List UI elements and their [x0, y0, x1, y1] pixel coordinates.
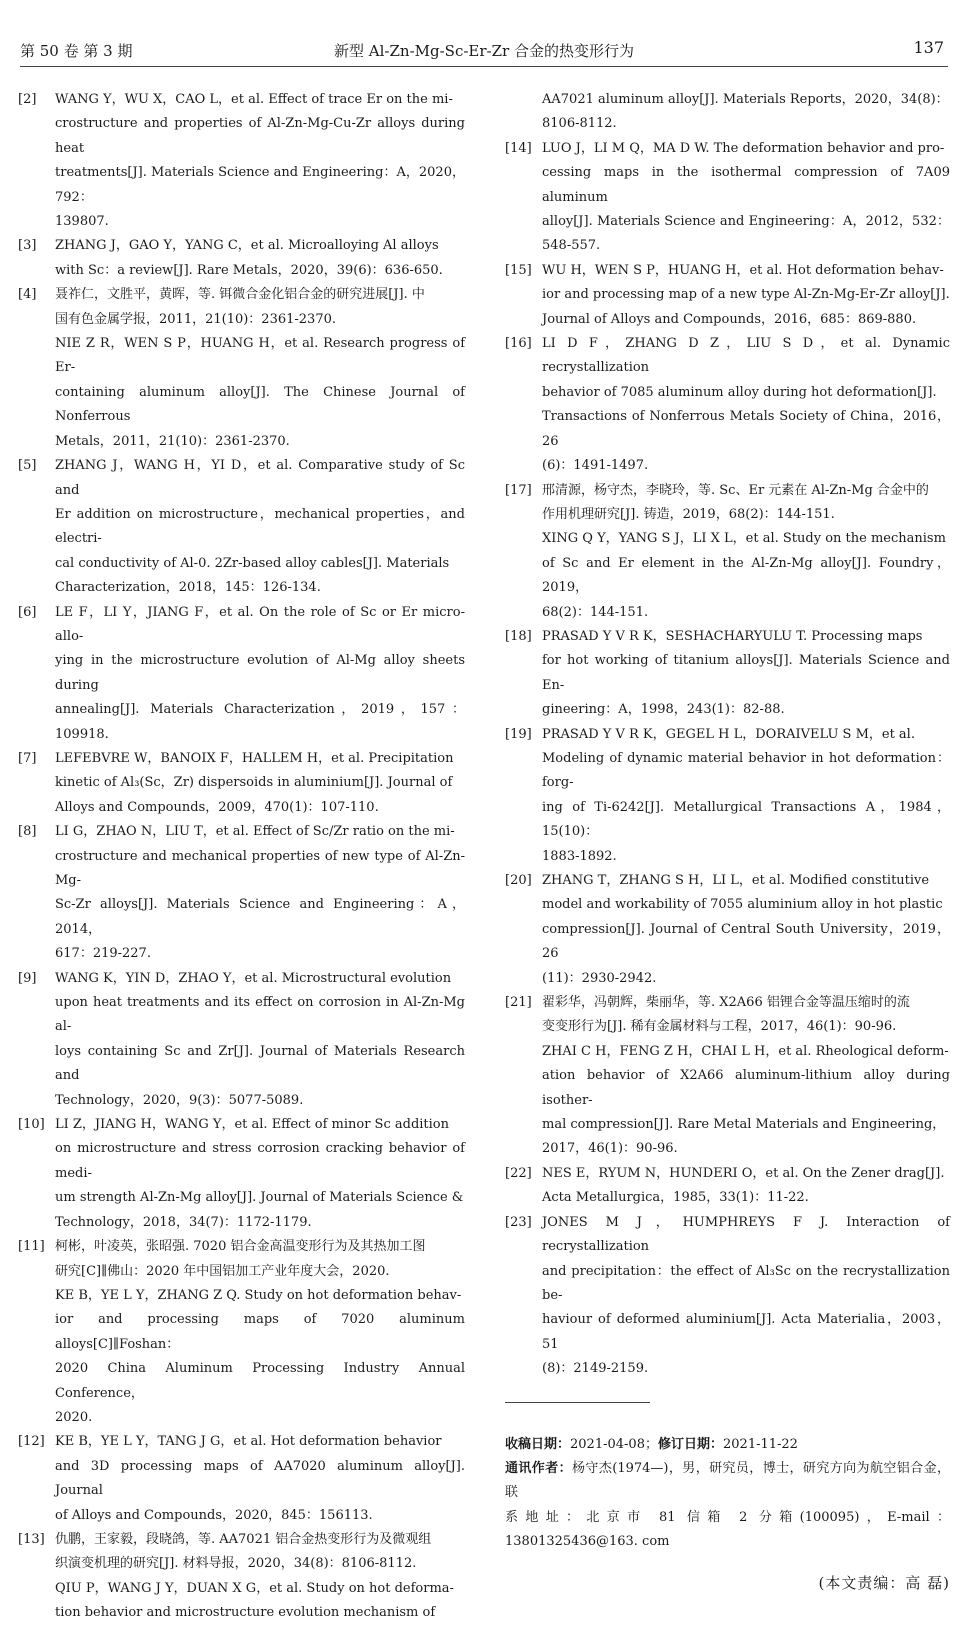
- reference-line: Alloys and Compounds，2009，470(1)：107-110.: [55, 799, 379, 815]
- running-header: [20, 36, 948, 67]
- reference-line: gineering：A，1998，243(1)：82-88.: [542, 702, 785, 718]
- reference-line: Journal of Alloys and Compounds，2016，685：869-880.: [542, 311, 917, 327]
- article-notes: [505, 1433, 950, 1555]
- reference-line: Transactions of Nonferrous Metals Society of China，2016，26: [542, 409, 950, 449]
- reference-number: [10]: [18, 1117, 45, 1133]
- reference-line: 研究[C]∥佛山：2020 年中国铝加工产业年度大会，2020.: [55, 1263, 390, 1279]
- reference-line: 2020 China Aluminum Processing Industry Annual Conference，: [55, 1361, 465, 1401]
- reference-line: 仇鹏，王家毅，段晓鸽，等. AA7021 铝合金热变形行为及微观组: [55, 1531, 432, 1547]
- reference-line: ior and processing maps of 7020 aluminum alloys[C]∥Foshan：: [55, 1312, 465, 1352]
- reference-number: [13]: [18, 1531, 45, 1547]
- reference-number: [16]: [505, 336, 532, 352]
- reference-line: 邢清源，杨守杰，李晓玲，等. Sc、Er 元素在 Al-Zn-Mg 合金中的: [542, 482, 929, 498]
- reference-item: [505, 137, 950, 259]
- reference-number: [6]: [18, 604, 37, 620]
- journal-issue: 第 50 卷 第 3 期: [20, 42, 133, 60]
- reference-line: WU H，WEN S P，HUANG H，et al. Hot deformation behav-: [542, 262, 944, 278]
- reference-number: [22]: [505, 1165, 532, 1181]
- reference-item: [18, 967, 465, 1113]
- reference-line: 聂祚仁，文胜平，黄晖，等. 铒微合金化铝合金的研究进展[J]. 中: [55, 287, 425, 303]
- reference-line: Sc-Zr alloys[J]. Materials Science and Engineering：A，2014，: [55, 897, 465, 937]
- reference-line: and precipitation：the effect of Al₃Sc on the recrystallization be-: [542, 1263, 950, 1303]
- reference-line: Technology，2018，34(7)：1172-1179.: [55, 1214, 312, 1230]
- reference-line: 柯彬，叶凌英，张昭强. 7020 铝合金高温变形行为及其热加工图: [55, 1239, 426, 1255]
- author-address: 系地址：北京市 81 信箱 2 分箱(100095)，E-mail：13801325436@163. com: [505, 1509, 950, 1550]
- reference-item: [505, 625, 950, 723]
- reference-number: [23]: [505, 1214, 532, 1230]
- reference-line: treatments[J]. Materials Science and Engineering：A，2020，792：: [55, 165, 465, 205]
- reference-line: alloy[J]. Materials Science and Engineering：A，2012，532：548-557.: [542, 214, 950, 254]
- reference-item: [18, 1430, 465, 1528]
- reference-line: 作用机理研究[J]. 铸造，2019，68(2)：144-151.: [542, 506, 835, 522]
- author-line: [505, 1457, 950, 1506]
- references-left-column: [18, 88, 465, 1626]
- reference-line: WANG Y，WU X，CAO L，et al. Effect of trace Er on the mi-: [55, 92, 453, 107]
- reference-number: [5]: [18, 458, 37, 474]
- reference-line: QIU P，WANG J Y，DUAN X G，et al. Study on hot deforma-: [55, 1580, 454, 1596]
- reference-item: [18, 234, 465, 283]
- reference-line: cessing maps in the isothermal compression of 7A09 aluminum: [542, 165, 950, 205]
- page-number: 137: [913, 38, 944, 57]
- reference-line: 2017，46(1)：90-96.: [542, 1141, 678, 1157]
- reference-line: haviour of deformed aluminium[J]. Acta Materialia，2003，51: [542, 1312, 950, 1352]
- reference-line: LUO J，LI M Q，MA D W. The deformation behavior and pro-: [542, 140, 945, 156]
- reference-number: [4]: [18, 287, 37, 303]
- reference-number: [7]: [18, 750, 37, 766]
- reference-line: JONES M J，HUMPHREYS F J. Interaction of recrystallization: [542, 1214, 950, 1255]
- reference-line: Modeling of dynamic material behavior in hot deformation：forg-: [542, 750, 950, 791]
- reference-line: ZHANG J，GAO Y，YANG C，et al. Microalloying Al alloys: [55, 238, 439, 254]
- reference-item: [18, 747, 465, 820]
- right-reference-list: [505, 137, 950, 1382]
- reference-number: [9]: [18, 970, 37, 986]
- reference-line: (8)：2149-2159.: [542, 1361, 649, 1377]
- reference-item: [18, 1113, 465, 1235]
- reference-line: KE B，YE L Y，ZHANG Z Q. Study on hot deformation behav-: [55, 1287, 462, 1303]
- reference-line: ing of Ti-6242[J]. Metallurgical Transactions A，1984，15(10)：: [542, 799, 950, 840]
- reference-line: on microstructure and stress corrosion cracking behavior of medi-: [55, 1141, 465, 1181]
- reference-line: 翟彩华，冯朝辉，柴丽华，等. X2A66 铝锂合金等温压缩时的流: [542, 995, 910, 1011]
- reference-line: containing aluminum alloy[J]. The Chinese Journal of Nonferrous: [55, 384, 465, 425]
- reference-line: 139807.: [55, 214, 109, 230]
- reference-item: [505, 479, 950, 625]
- reference-line: um strength Al-Zn-Mg alloy[J]. Journal of Materials Science &: [55, 1190, 464, 1206]
- reference-line: AA7021 aluminum alloy[J]. Materials Reports，2020，34(8)：: [542, 92, 949, 107]
- reference-number: [20]: [505, 873, 532, 888]
- reference-item: [505, 991, 950, 1162]
- reference-line: behavior of 7085 aluminum alloy during hot deformation[J].: [542, 384, 937, 400]
- reference-number: [8]: [18, 824, 37, 840]
- reference-line: LEFEBVRE W，BANOIX F，HALLEM H，et al. Precipitation: [55, 750, 454, 766]
- reference-item: [18, 1235, 465, 1430]
- footnote-divider: [505, 1402, 650, 1403]
- reference-number: [2]: [18, 92, 37, 107]
- reference-line: Er addition on microstructure，mechanical properties，and electri-: [55, 506, 465, 547]
- reference-number: [14]: [505, 140, 532, 156]
- reference-line: NIE Z R，WEN S P，HUANG H，et al. Research progress of Er-: [55, 336, 465, 376]
- reference-line: for hot working of titanium alloys[J]. Materials Science and En-: [542, 653, 950, 693]
- reference-line: model and workability of 7055 aluminium alloy in hot plastic: [542, 897, 943, 913]
- references-right-column: [505, 88, 950, 1595]
- reference-line: kinetic of Al₃(Sc，Zr) dispersoids in aluminium[J]. Journal of: [55, 775, 453, 791]
- reference-line: KE B，YE L Y，TANG J G，et al. Hot deformation behavior: [55, 1434, 442, 1450]
- reference-item: [18, 88, 465, 234]
- reference-number: [18]: [505, 628, 532, 644]
- reference-line: 国有色金属学报，2011，21(10)：2361-2370.: [55, 311, 337, 327]
- reference-line: loys containing Sc and Zr[J]. Journal of Materials Research and: [55, 1043, 465, 1084]
- reference-number: [19]: [505, 726, 532, 742]
- reference-line: 68(2)：144-151.: [542, 604, 649, 620]
- reference-line: mal compression[J]. Rare Metal Materials and Engineering，: [542, 1117, 946, 1133]
- reference-line: compression[J]. Journal of Central South University，2019，26: [542, 921, 950, 962]
- reference-line: Technology，2020，9(3)：5077-5089.: [55, 1092, 304, 1108]
- revised-date: 2021-11-22: [723, 1436, 798, 1452]
- reference-line: crostructure and mechanical properties of new type of Al-Zn-Mg-: [55, 848, 465, 888]
- author-label: 通讯作者：: [505, 1460, 573, 1476]
- dates-line: [505, 1433, 950, 1457]
- reference-line: LI D F，ZHANG D Z，LIU S D，et al. Dynamic recrystallization: [542, 336, 950, 376]
- reference-line: ZHAI C H，FENG Z H，CHAI L H，et al. Rheological deform-: [542, 1043, 949, 1059]
- reference-continuation: [505, 88, 950, 137]
- reference-line: PRASAD Y V R K，GEGEL H L，DORAIVELU S M，et al.: [542, 726, 915, 742]
- reference-line: Characterization，2018，145：126-134.: [55, 580, 321, 596]
- reference-line: annealing[J]. Materials Characterization，2019，157：109918.: [55, 702, 465, 742]
- reference-line: and 3D processing maps of AA7020 aluminum alloy[J]. Journal: [55, 1458, 465, 1499]
- responsible-editor: (本文责编：高 磊): [818, 1573, 950, 1592]
- reference-item: [18, 454, 465, 600]
- reference-line: of Sc and Er element in the Al-Zn-Mg alloy[J]. Foundry，2019，: [542, 555, 950, 596]
- reference-line: ying in the microstructure evolution of Al-Mg alloy sheets during: [55, 653, 465, 693]
- reference-item: [505, 259, 950, 332]
- reference-line: Acta Metallurgica，1985，33(1)：11-22.: [542, 1190, 809, 1206]
- reference-line: 1883-1892.: [542, 848, 617, 864]
- reference-line: 织演变机理的研究[J]. 材料导报，2020，34(8)：8106-8112.: [55, 1556, 417, 1572]
- reference-line: PRASAD Y V R K，SESHACHARYULU T. Processing maps: [542, 628, 923, 644]
- reference-line: XING Q Y，YANG S J，LI X L，et al. Study on the mechanism: [542, 531, 946, 547]
- reference-line: 617：219-227.: [55, 946, 151, 962]
- reference-line: LI Z，JIANG H，WANG Y，et al. Effect of minor Sc addition: [55, 1117, 450, 1133]
- reference-number: [3]: [18, 238, 37, 254]
- reference-line: 8106-8112.: [542, 116, 617, 132]
- reference-line: LE F，LI Y，JIANG F，et al. On the role of Sc or Er micro-allo-: [55, 604, 465, 644]
- reference-line: tion behavior and microstructure evolution mechanism of: [55, 1605, 436, 1621]
- reference-item: [505, 332, 950, 478]
- reference-item: [18, 1528, 465, 1626]
- running-title: 新型 Al-Zn-Mg-Sc-Er-Zr 合金的热变形行为: [334, 42, 634, 60]
- received-label: 收稿日期：: [505, 1436, 571, 1452]
- reference-line: with Sc：a review[J]. Rare Metals，2020，39(6)：636-650.: [55, 262, 443, 278]
- received-date: 2021-04-08；: [570, 1436, 658, 1452]
- reference-line: ior and processing map of a new type Al-Zn-Mg-Er-Zr alloy[J].: [542, 287, 950, 303]
- reference-line: NES E，RYUM N，HUNDERI O，et al. On the Zener drag[J].: [542, 1165, 945, 1181]
- author-info: 杨守杰(1974—)，男，研究员，博士，研究方向为航空铝合金，联: [505, 1460, 950, 1501]
- reference-item: [18, 601, 465, 747]
- reference-line: upon heat treatments and its effect on corrosion in Al-Zn-Mg al-: [55, 995, 465, 1035]
- reference-line: (6)：1491-1497.: [542, 458, 649, 474]
- reference-line: Metals，2011，21(10)：2361-2370.: [55, 433, 290, 449]
- reference-number: [21]: [505, 995, 532, 1011]
- reference-item: [18, 283, 465, 454]
- reference-number: [12]: [18, 1434, 45, 1450]
- reference-line: 2020.: [55, 1409, 93, 1425]
- reference-item: [505, 723, 950, 869]
- reference-item: [505, 1162, 950, 1211]
- reference-number: [11]: [18, 1239, 45, 1255]
- reference-line: ZHANG T，ZHANG S H，LI L，et al. Modified constitutive: [542, 873, 930, 888]
- reference-item: [505, 869, 950, 991]
- reference-number: [17]: [505, 482, 532, 498]
- reference-line: of Alloys and Compounds，2020，845：156113.: [55, 1507, 373, 1523]
- reference-line: (11)：2930-2942.: [542, 970, 657, 986]
- revised-label: 修订日期：: [657, 1436, 723, 1452]
- reference-item: [505, 1211, 950, 1382]
- reference-line: ZHANG J，WANG H，YI D，et al. Comparative study of Sc and: [55, 458, 465, 498]
- reference-line: LI G，ZHAO N，LIU T，et al. Effect of Sc/Zr ratio on the mi-: [55, 824, 455, 840]
- reference-line: cal conductivity of Al-0. 2Zr-based alloy cables[J]. Materials: [55, 555, 450, 571]
- reference-line: 变变形行为[J]. 稀有金属材料与工程，2017，46(1)：90-96.: [542, 1019, 897, 1035]
- reference-line: ation behavior of X2A66 aluminum-lithium alloy during isother-: [542, 1068, 950, 1108]
- reference-number: [15]: [505, 262, 532, 278]
- reference-line: WANG K，YIN D，ZHAO Y，et al. Microstructural evolution: [55, 970, 452, 986]
- reference-item: [18, 820, 465, 966]
- reference-line: crostructure and properties of Al-Zn-Mg-Cu-Zr alloys during heat: [55, 116, 465, 156]
